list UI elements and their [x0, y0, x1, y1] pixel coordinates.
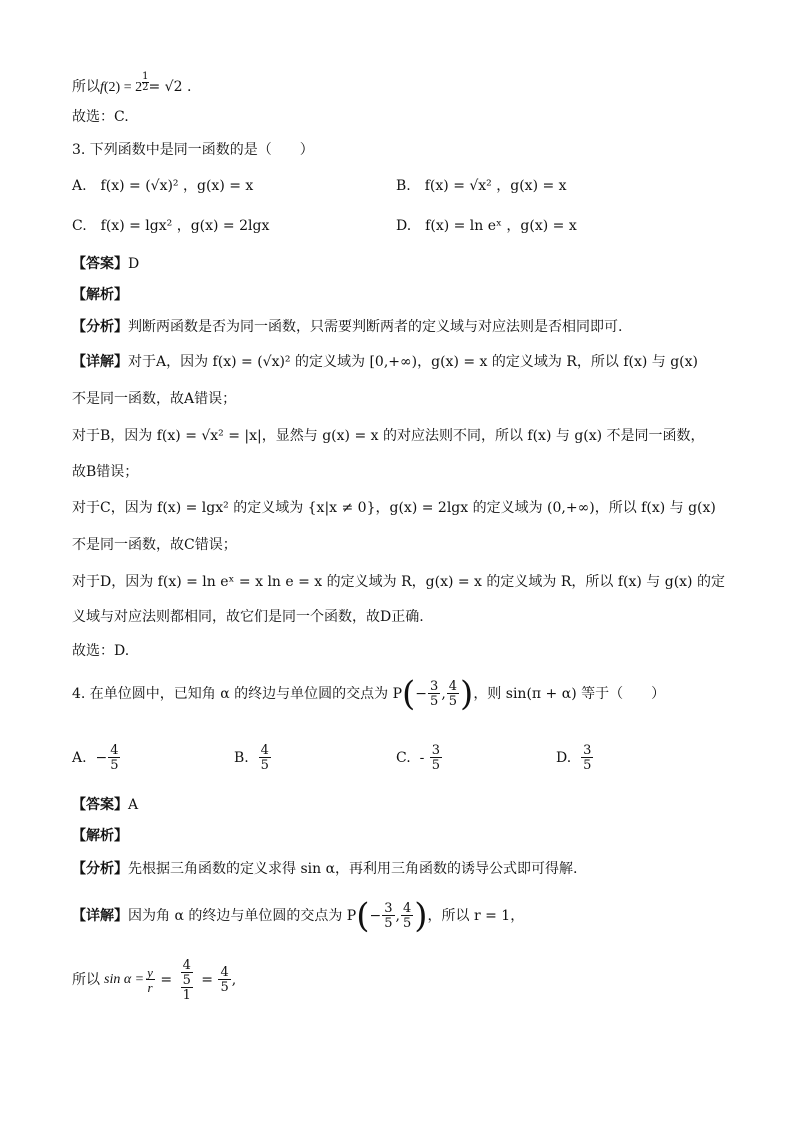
analysis-3 — [72, 285, 128, 305]
fenxi-4: 【分析】先根据三角函数的定义求得 sin α，再利用三角函数的诱导公式即可得解. — [72, 861, 578, 877]
detail-3-line6: 不是同一函数，故C错误； — [72, 537, 237, 553]
q4-option-a: A. − $\frac{4}{5}$ — [72, 743, 119, 773]
fenxi-3 — [72, 317, 622, 337]
detail-4-line1: 【详解】 因为角 α 的终边与单位圆的交点为 P ( − $\frac{3}{5}$ , $\frac{4}{5}$ ) ，所以 r = 1， — [72, 896, 525, 936]
math-sqrt2: = √2 . — [148, 79, 192, 95]
q3-option-d: D. f(x) = ln eˣ ，g(x) = x — [396, 218, 577, 234]
detail-3-line4: 故B错误； — [72, 464, 139, 480]
q4-option-c: C. - $\frac{3}{5}$ — [396, 743, 441, 773]
answer-3 — [72, 254, 139, 274]
q3-option-b: B. f(x) = √x² ，g(x) = x — [396, 178, 567, 194]
paren-right: ) — [460, 674, 474, 714]
fraction-3-5: $\frac{3}{5}$ — [430, 679, 439, 709]
q4-option-b: B. $\frac{4}{5}$ — [234, 743, 269, 773]
detail-text: 对于A，因为 f(x) = (√x)² 的定义域为 [0,+∞)，g(x) = x 的定义域为 R，所以 f(x) 与 g(x) — [128, 354, 698, 370]
detail-3-line8: 义域与对应法则都相同，故它们是同一个函数，故D正确. — [72, 609, 424, 625]
detail-4-line2: 所以 sin α = $\frac{y}{r}$ = $\frac{\frac{4}{5}}{1}$ = $\frac{4}{5}$ , — [72, 957, 237, 1003]
xiangjie-label: 【详解】 — [72, 354, 128, 370]
answer-4: 【答案】A — [72, 797, 139, 813]
choose-q2: 故选：C. — [72, 109, 129, 125]
comma: , — [441, 686, 446, 702]
answer-label: 【答案】 — [72, 256, 128, 272]
detail-3-line7: 对于D，因为 f(x) = ln eˣ = x ln e = x 的定义域为 R，g(x) = x 的定义域为 R，所以 f(x) 与 g(x) 的定 — [72, 574, 725, 590]
q3-option-a: A. f(x) = (√x)² ，g(x) = x — [72, 178, 254, 194]
fenxi-label: 【分析】 — [72, 319, 128, 335]
exponent-half: 1 2 — [142, 71, 149, 93]
fraction-4-5: $\frac{4}{5}$ — [448, 679, 458, 709]
detail-3-line2: 不是同一函数，故A错误； — [72, 391, 237, 407]
q4-text-post: ，则 sin(π + α) 等于（ ） — [473, 686, 666, 702]
question-4 — [72, 674, 666, 714]
answer-value: D — [128, 256, 140, 272]
detail-3-line5: 对于C，因为 f(x) = lgx² 的定义域为 {x|x ≠ 0}，g(x) = 2lgx 的定义域为 (0,+∞)，所以 f(x) 与 g(x) — [72, 500, 716, 516]
detail-3-line3: 对于B，因为 f(x) = √x² = |x|，显然与 g(x) = x 的对应法则不同，所以 f(x) 与 g(x) 不是同一函数， — [72, 428, 705, 444]
analysis-4: 【解析】 — [72, 828, 128, 844]
q3-option-c: C. f(x) = lgx² ，g(x) = 2lgx — [72, 218, 270, 234]
question-3: 3. 下列函数中是同一函数的是（ ） — [72, 142, 314, 158]
minus-sign: − — [415, 686, 428, 702]
choose-q3: 故选：D. — [72, 643, 130, 659]
math-f2: f(2) = 2 — [100, 80, 143, 95]
q4-option-d: D. $\frac{3}{5}$ — [556, 743, 592, 773]
line-f2 — [72, 72, 191, 98]
detail-3-line1 — [72, 352, 698, 372]
analysis-label: 【解析】 — [72, 287, 128, 303]
paren-left: ( — [402, 674, 416, 714]
fenxi-text: 判断两函数是否为同一函数，只需要判断两者的定义域与对应法则是否相同即可. — [128, 319, 623, 335]
q4-text-pre: 4. 在单位圆中，已知角 α 的终边与单位圆的交点为 P — [72, 686, 403, 702]
text-so: 所以 — [72, 79, 100, 95]
